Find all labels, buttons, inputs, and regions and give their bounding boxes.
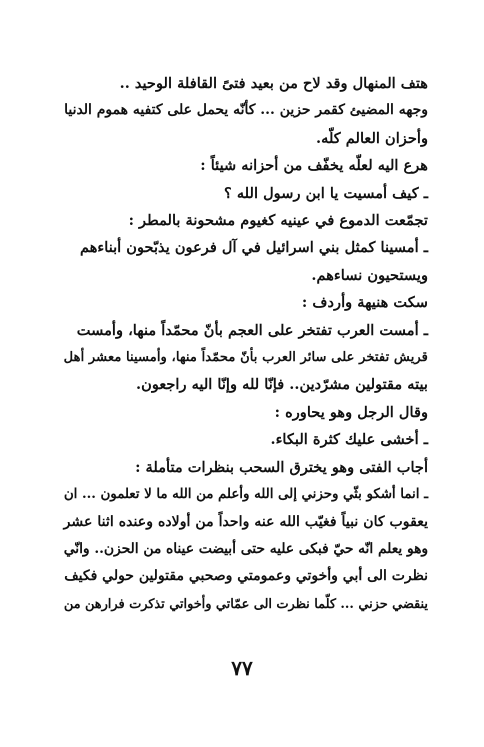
page-number: ٧٧: [231, 656, 253, 680]
text-line: وجهه المضيئ كقمر حزين ... كأنّه يحمل على كتفيه هموم الدنيا: [64, 102, 428, 119]
text-line: ـ أمست العرب تفتخر على العجم بأنّ محمّداً منها، وأمست: [76, 321, 428, 339]
text-line: هتف المنهال وقد لاح من بعيد فتىً القافلة الوحيد ..: [119, 75, 428, 92]
text-line: ـ كيف أمسيت يا ابن رسول الله ؟: [224, 184, 428, 202]
text-line: يعقوب كان نبياً فغيّب الله عنه واحداً من أولاده وعنده اثنا عشر: [63, 513, 428, 530]
text-line: ينقضي حزني ... كلّما نظرت الى عمّاتي وأخواتي تذكرت فرارهن من: [63, 596, 428, 612]
text-line: قريش تفتخر على سائر العرب بأنّ محمّداً منها، وأمسينا معشر أهل: [63, 350, 428, 366]
text-line: وقال الرجل وهو يحاوره :: [274, 403, 428, 421]
body-text: [60, 70, 428, 618]
text-line: ـ أخشى عليك كثرة البكاء.: [270, 431, 428, 449]
text-line: ويستحيون نساءهم.: [311, 266, 428, 284]
text-line: بيته مقتولين مشرّدين.. فإنّا لله وإنّا اليه راجعون.: [136, 376, 428, 394]
text-line: ـ أمسينا كمثل بني اسرائيل في آل فرعون يذبّحون أبناءهم: [79, 239, 428, 257]
text-line: تجمّعت الدموع في عينيه كغيوم مشحونة بالمطر :: [128, 212, 428, 230]
text-line: ـ انما أشكو بثّي وحزني إلى الله وأعلم من الله ما لا تعلمون ... ان: [63, 486, 428, 503]
text-line: وأحزان العالم كلّه.: [316, 129, 428, 147]
text-line: هرع اليه لعلّه يخفّف من أحزانه شيئاً :: [200, 157, 428, 175]
text-line: وهو يعلم انّه حيّ فبكى عليه حتى أبيضت عيناه من الحزن.. وانّي: [63, 540, 428, 557]
text-line: سكت هنيهة وأردف :: [301, 294, 428, 312]
text-line: نظرت الى أبي وأخوتي وعمومتي وصحبي مقتولين حولي فكيف: [64, 568, 428, 585]
text-line: أجاب الفتى وهو يخترق السحب بنظرات متأملة :: [135, 458, 428, 476]
